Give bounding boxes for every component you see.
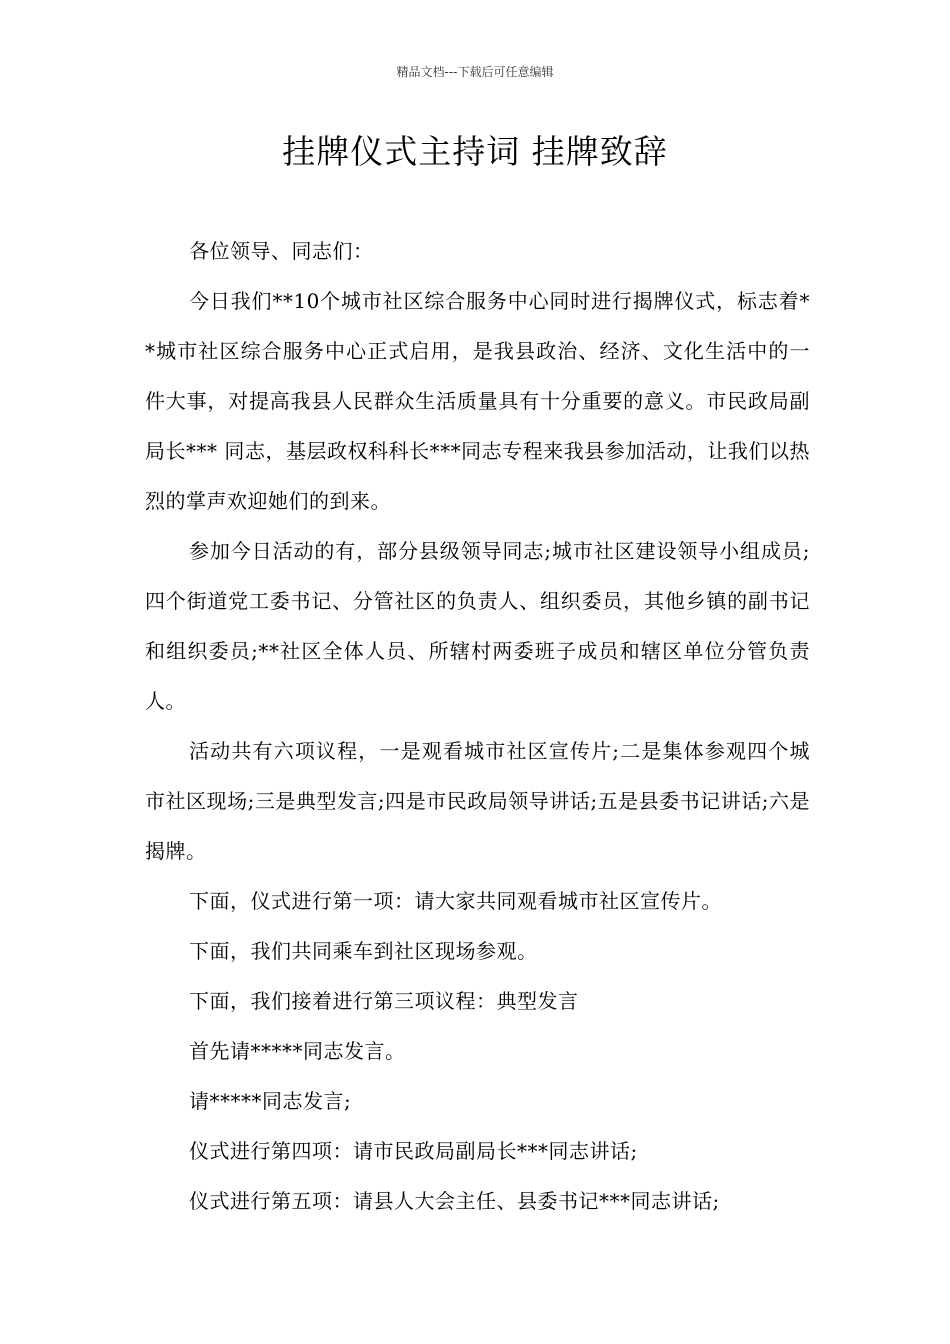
paragraph: 活动共有六项议程，一是观看城市社区宣传片;二是集体参观四个城市社区现场;三是典型发言;四是市民政局领导讲话;五是县委书记讲话;六是揭牌。 [145,739,810,863]
paragraph: 今日我们**10个城市社区综合服务中心同时进行揭牌仪式，标志着**城市社区综合服务中心正式启用，是我县政治、经济、文化生活中的一件大事，对提高我县人民群众生活质量具有十分重要的意义。市民政局副局长*** 同志，基层政权科科长***同志专程来我县参加活动，让我们以热烈的掌声欢迎她们的到来。 [145,289,810,513]
paragraph: 下面，我们接着进行第三项议程：典型发言 [189,989,579,1013]
paragraph: 仪式进行第五项：请县人大会主任、县委书记***同志讲话; [189,1189,720,1213]
paragraph: 首先请*****同志发言。 [189,1039,406,1063]
paragraph: 请*****同志发言; [189,1089,352,1113]
paragraph: 下面，我们共同乘车到社区现场参观。 [189,939,538,963]
header-note: 精品文档---下载后可任意编辑 [396,65,554,79]
document-title: 挂牌仪式主持词 挂牌致辞 [282,132,668,171]
paragraph: 参加今日活动的有，部分县级领导同志;城市社区建设领导小组成员;四个街道党工委书记、分管社区的负责人、组织委员，其他乡镇的副书记和组织委员;**社区全体人员、所辖村两委班子成员和辖区单位分管负责人。 [145,539,810,713]
paragraph-salutation: 各位领导、同志们： [189,239,374,263]
document-body [145,226,810,1226]
paragraph: 下面，仪式进行第一项：请大家共同观看城市社区宣传片。 [189,889,722,913]
paragraph: 仪式进行第四项：请市民政局副局长***同志讲话; [189,1139,638,1163]
